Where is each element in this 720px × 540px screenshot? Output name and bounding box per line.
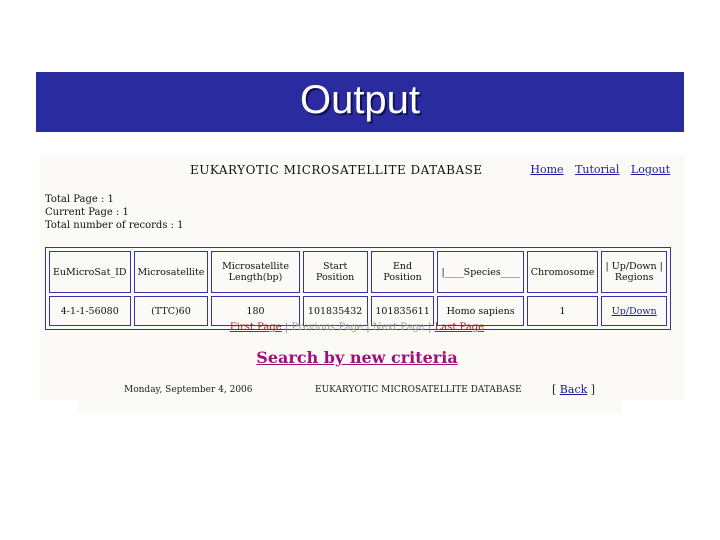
- pager-separator: |: [284, 322, 289, 333]
- results-table: [45, 247, 671, 330]
- header-cell: Start Position: [303, 251, 368, 293]
- header-cell: Chromosome: [527, 251, 599, 293]
- top-links: [522, 163, 670, 176]
- total-records: Total number of records : 1: [45, 220, 184, 231]
- table-cell: 180: [211, 296, 299, 326]
- pager-separator: |: [366, 322, 370, 333]
- back-bracket-open: [: [552, 383, 557, 396]
- header-cell: EuMicroSat_ID: [49, 251, 131, 293]
- back-link[interactable]: Back: [559, 383, 588, 396]
- pager-separator: |: [428, 322, 432, 333]
- results-screenshot: [40, 155, 684, 400]
- search-new-criteria-link[interactable]: Search by new criteria: [256, 348, 458, 367]
- table-cell: Homo sapiens: [437, 296, 523, 326]
- table-cell: 1: [527, 296, 599, 326]
- pagination: [40, 322, 674, 333]
- table-cell: 101835611: [371, 296, 435, 326]
- previous-page-link: Previous Page: [291, 322, 364, 333]
- header-cell: |____Species____: [437, 251, 523, 293]
- header-cell: Microsatellite: [134, 251, 209, 293]
- header-cell: Microsatellite Length(bp): [211, 251, 299, 293]
- back-control: [552, 383, 595, 396]
- header-cell: End Position: [371, 251, 435, 293]
- table-cell: 4-1-1-56080: [49, 296, 131, 326]
- next-page-link: Next Page: [372, 322, 425, 333]
- tutorial-link[interactable]: Tutorial: [575, 163, 620, 176]
- footer-database-name: EUKARYOTIC MICROSATELLITE DATABASE: [315, 385, 522, 395]
- up-down-link[interactable]: Up/Down: [611, 305, 657, 317]
- back-bracket-close: ]: [590, 383, 596, 396]
- first-page-link[interactable]: First Page: [229, 322, 282, 333]
- slide-banner: [36, 72, 684, 132]
- logout-link[interactable]: Logout: [630, 163, 670, 176]
- table-cell: 101835432: [303, 296, 368, 326]
- last-page-link[interactable]: Last Page: [434, 322, 485, 333]
- slide-title: Output: [299, 78, 421, 122]
- table-header-row: [49, 251, 667, 293]
- database-title: EUKARYOTIC MICROSATELLITE DATABASE: [190, 163, 483, 177]
- current-page: Current Page : 1: [45, 207, 129, 218]
- header-cell: | Up/Down | Regions: [601, 251, 667, 293]
- footer-date: Monday, September 4, 2006: [124, 385, 253, 395]
- total-page: Total Page : 1: [45, 194, 114, 205]
- results-summary: [45, 193, 184, 232]
- home-link[interactable]: Home: [530, 163, 564, 176]
- table-cell: (TTC)60: [134, 296, 209, 326]
- screenshot-bottom-strip: [78, 400, 622, 413]
